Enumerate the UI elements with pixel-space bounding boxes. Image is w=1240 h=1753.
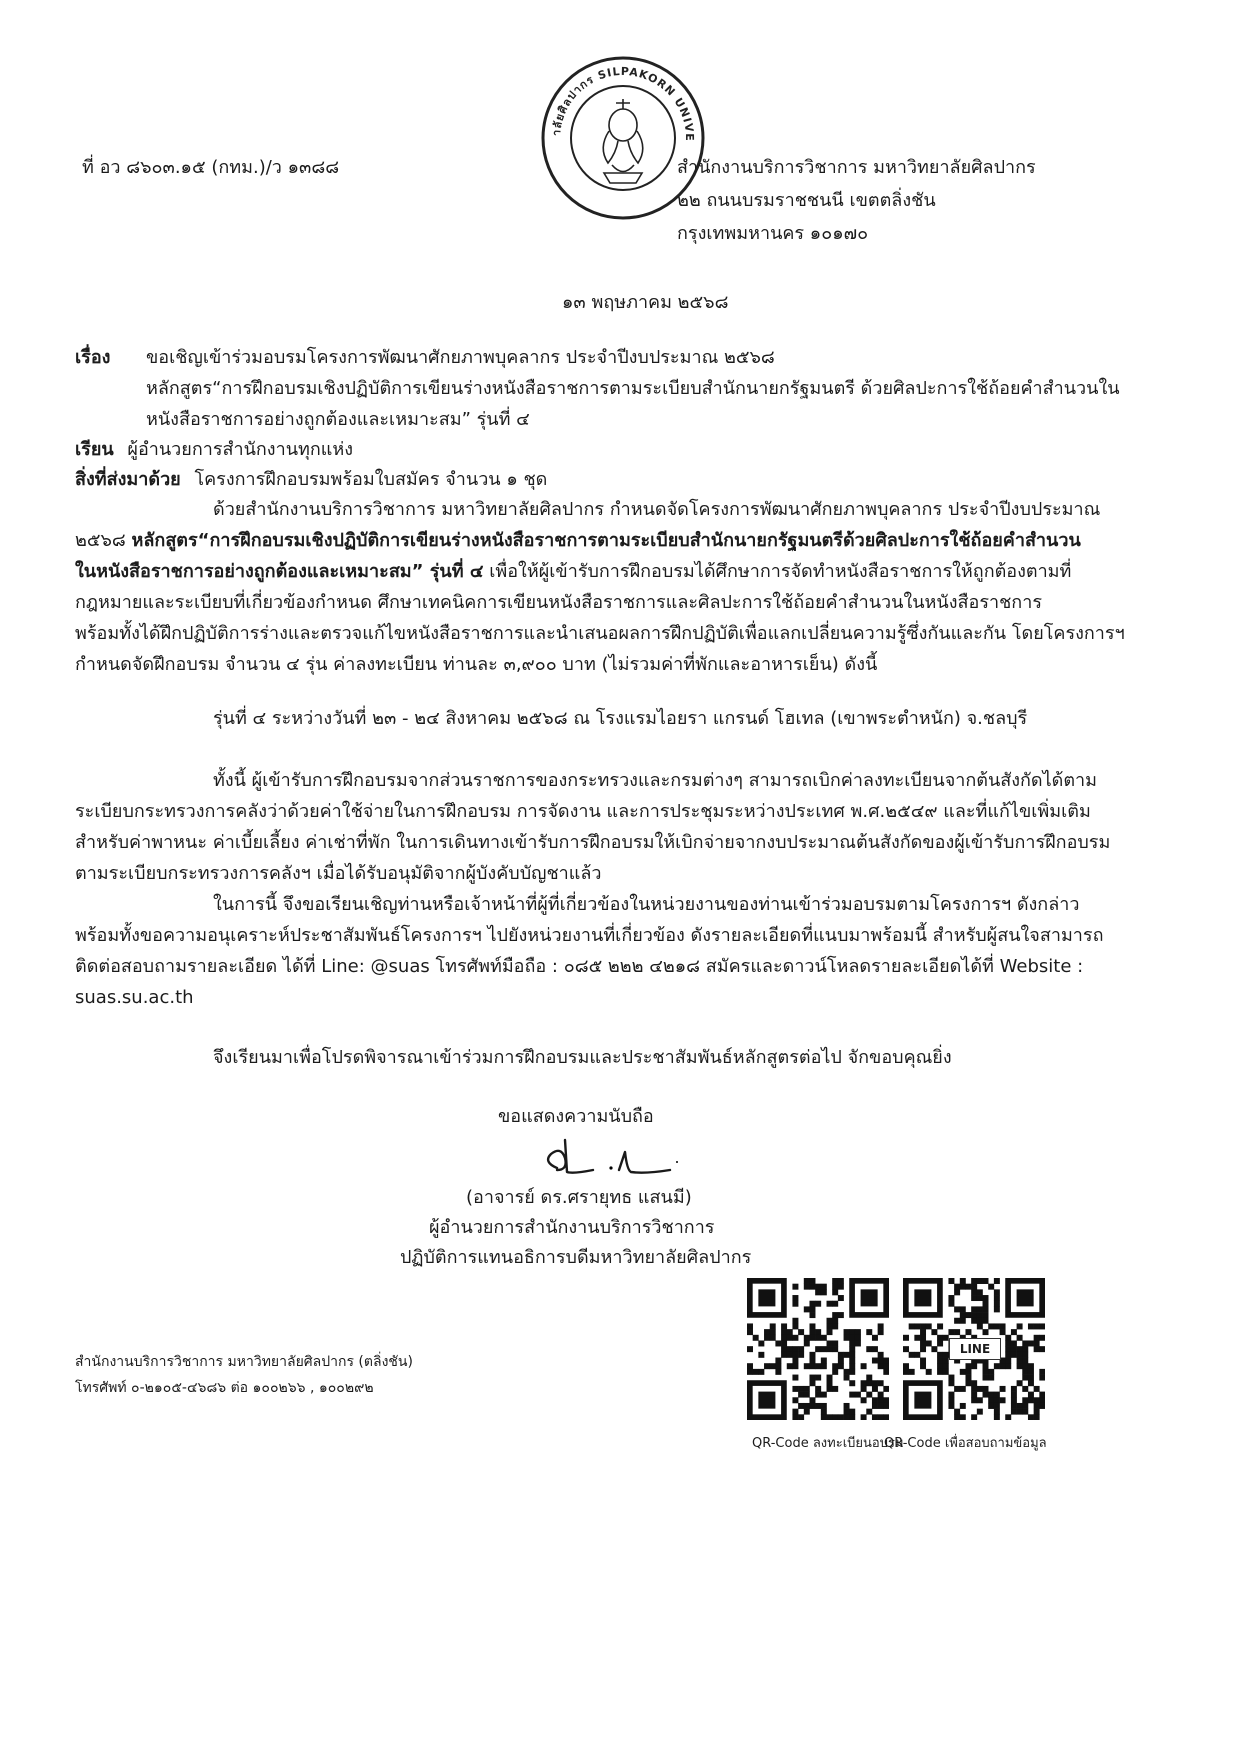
qr-info-caption: QR-Code เพื่อสอบถามข้อมูล [884, 1436, 1047, 1451]
para3-line-4: suas.su.ac.th [75, 987, 194, 1008]
recipient-line [75, 437, 353, 463]
para2-line-4: ตามระเบียบกระทรวงการคลังฯ เมื่อได้รับอนุมัติจากผู้บังคับบัญชาแล้ว [75, 863, 602, 884]
recipient-value: ผู้อำนวยการสำนักงานทุกแห่ง [127, 439, 354, 460]
session-details: รุ่นที่ ๔ ระหว่างวันที่ ๒๓ - ๒๔ สิงหาคม ๒๕๖๘ ณ โรงแรมไอยรา แกรนด์ โฮเทล (เขาพระตำหนัก) จ.ชลบุรี [213, 708, 1028, 729]
para1-line-1: ด้วยสำนักงานบริการวิชาการ มหาวิทยาลัยศิลปากร กำหนดจัดโครงการพัฒนาศักยภาพบุคลากร ประจำปีงบประมาณ [213, 499, 1101, 520]
line-badge: LINE [949, 1338, 1001, 1360]
para2-line-1: ทั้งนี้ ผู้เข้ารับการฝึกอบรมจากส่วนราชการของกระทรวงและกรมต่างๆ สามารถเบิกค่าลงทะเบียนจากต้นสังกัดได้ตาม [213, 770, 1098, 791]
closing-request: จึงเรียนมาเพื่อโปรดพิจารณาเข้าร่วมการฝึกอบรมและประชาสัมพันธ์หลักสูตรต่อไป จักขอบคุณยิ่ง [213, 1047, 952, 1068]
sender-line-2: ๒๒ ถนนบรมราชชนนี เขตตลิ่งชัน [677, 190, 936, 211]
para1-year: ๒๕๖๘ [75, 530, 132, 551]
document-number: ที่ อว ๘๖๐๓.๑๕ (กทม.)/ว ๑๓๘๘ [82, 157, 340, 178]
signatory-title-2: ปฏิบัติการแทนอธิการบดีมหาวิทยาลัยศิลปากร [400, 1247, 752, 1268]
qr-register-code[interactable] [747, 1278, 889, 1420]
footer-office: สำนักงานบริการวิชาการ มหาวิทยาลัยศิลปากร (ตลิ่งชัน) [75, 1354, 413, 1370]
para1-course-title: หลักสูตร“การฝึกอบรมเชิงปฏิบัติการเขียนร่างหนังสือราชการตามระเบียบสำนักนายกรัฐมนตรีด้วยศิลปะการใช้ถ้อยคำสำนวน [131, 530, 1081, 551]
recipient-label: เรียน [75, 439, 114, 460]
document-date: ๑๓ พฤษภาคม ๒๕๖๘ [562, 292, 729, 313]
qr-register-caption: QR-Code ลงทะเบียนอบรม [752, 1436, 904, 1451]
enclosure-value: โครงการฝึกอบรมพร้อมใบสมัคร จำนวน ๑ ชุด [194, 469, 548, 490]
para1-purpose: เพื่อให้ผู้เข้ารับการฝึกอบรมได้ศึกษาการจัดทำหนังสือราชการให้ถูกต้องตามที่ [483, 561, 1072, 582]
sender-line-3: กรุงเทพมหานคร ๑๐๑๗๐ [677, 223, 869, 244]
signatory-title-1: ผู้อำนวยการสำนักงานบริการวิชาการ [429, 1217, 715, 1238]
svg-text:มหาวิทยาลัยศิลปากร SILPAKORN U [538, 53, 696, 142]
signature [535, 1130, 695, 1190]
para3-line-1: ในการนี้ จึงขอเรียนเชิญท่านหรือเจ้าหน้าที่ผู้ที่เกี่ยวข้องในหน่วยงานของท่านเข้าร่วมอบรมตามโครงการฯ ดังกล่าว [213, 894, 1080, 915]
enclosure-line [75, 467, 547, 493]
enclosure-label: สิ่งที่ส่งมาด้วย [75, 469, 181, 490]
subject-label: เรื่อง [75, 347, 111, 368]
subject-line-2: หลักสูตร“การฝึกอบรมเชิงปฏิบัติการเขียนร่างหนังสือราชการตามระเบียบสำนักนายกรัฐมนตรี ด้วยศิลปะการใช้ถ้อยคำสำนวนใน [146, 378, 1120, 399]
seal-text: าลัยศิลปากร SILPAKORN UNIVE [549, 64, 697, 142]
signatory-name: (อาจารย์ ดร.ศรายุทธ แสนมี) [466, 1187, 692, 1208]
para1-line-5: พร้อมทั้งได้ฝึกปฏิบัติการร่างและตรวจแก้ไขหนังสือราชการและนำเสนอผลการฝึกปฏิบัติเพื่อแลกเปลี่ยนความรู้ซึ่งกันและกัน โดยโครงการฯ [75, 623, 1125, 644]
subject-line-1: ขอเชิญเข้าร่วมอบรมโครงการพัฒนาศักยภาพบุคลากร ประจำปีงบประมาณ ๒๕๖๘ [146, 347, 775, 368]
para2-line-2: ระเบียบกระทรวงการคลังว่าด้วยค่าใช้จ่ายในการฝึกอบรม การจัดงาน และการประชุมระหว่างประเทศ พ.ศ.๒๕๔๙ และที่แก้ไขเพิ่มเติม [75, 801, 1091, 822]
sign-off: ขอแสดงความนับถือ [498, 1106, 654, 1127]
para2-line-3: สำหรับค่าพาหนะ ค่าเบี้ยเลี้ยง ค่าเช่าที่พัก ในการเดินทางเข้ารับการฝึกอบรมให้เบิกจ่ายจากงบประมาณต้นสังกัดของผู้เข้ารับการฝึกอบรม [75, 832, 1111, 853]
para1-line-4: กฎหมายและระเบียบที่เกี่ยวข้องกำหนด ศึกษาเทคนิคการเขียนหนังสือราชการและศิลปะการใช้ถ้อยคำสำนวนในหนังสือราชการ [75, 592, 1042, 613]
para3-line-3: ติดต่อสอบถามรายละเอียด ได้ที่ Line: @suas โทรศัพท์มือถือ : ๐๘๕ ๒๒๒ ๔๒๑๘ สมัครและดาวน์โหลดรายละเอียดได้ที่ Website : [75, 956, 1084, 977]
subject-line-3: หนังสือราชการอย่างถูกต้องและเหมาะสม” รุ่นที่ ๔ [146, 409, 530, 430]
qr-line-code[interactable] [903, 1278, 1045, 1420]
para1-line-2 [75, 528, 1081, 554]
para1-line-3 [75, 559, 1071, 585]
para1-line-6: กำหนดจัดฝึกอบรม จำนวน ๔ รุ่น ค่าลงทะเบียน ท่านละ ๓,๙๐๐ บาท (ไม่รวมค่าที่พักและอาหารเย็น) ดังนี้ [75, 654, 878, 675]
footer-phone: โทรศัพท์ ๐-๒๑๐๕-๔๖๘๖ ต่อ ๑๐๐๒๖๖ , ๑๐๐๒๙๒ [75, 1380, 374, 1396]
para3-line-2: พร้อมทั้งขอความอนุเคราะห์ประชาสัมพันธ์โครงการฯ ไปยังหน่วยงานที่เกี่ยวข้อง ดังรายละเอียดที่แนบมาพร้อมนี้ สำหรับผู้สนใจสามารถ [75, 925, 1104, 946]
sender-line-1: สำนักงานบริการวิชาการ มหาวิทยาลัยศิลปากร [677, 157, 1036, 178]
para1-course-title-cont: ในหนังสือราชการอย่างถูกต้องและเหมาะสม” รุ่นที่ ๔ [75, 561, 484, 582]
